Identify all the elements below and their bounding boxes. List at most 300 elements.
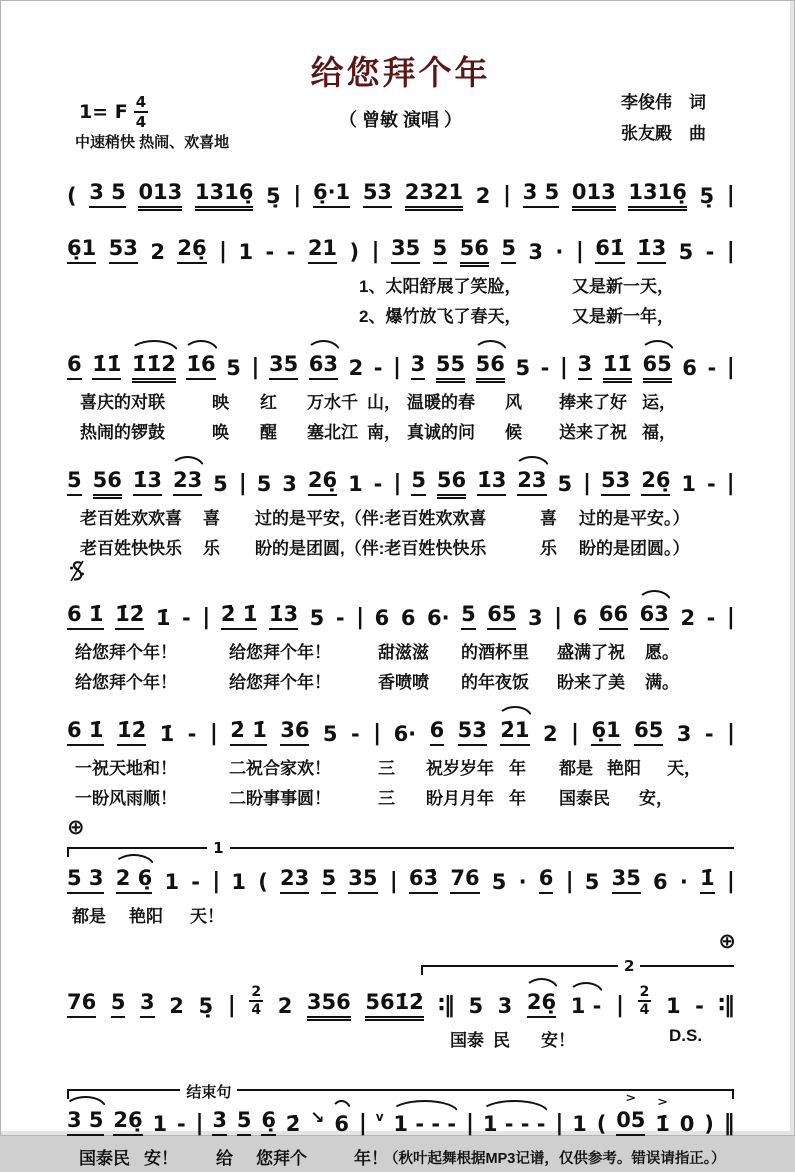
note-token: 6̣ (261, 1108, 276, 1136)
barline: | (726, 471, 734, 496)
note-token: 6 (430, 718, 445, 746)
lyric-segment: 候 (505, 423, 522, 442)
note-token: ( (67, 184, 77, 208)
transcriber-note: （秋叶起舞根据MP3记谱，仅供参考。错误请指正。） (384, 1151, 726, 1167)
note-token: - (187, 722, 197, 746)
note-token: 26̣ (641, 468, 670, 496)
note-token: 2 6̣ (116, 866, 153, 894)
note-token: 5 (433, 236, 448, 264)
note-token: 3 (282, 472, 297, 496)
lyric-segment: 盼来了美 (557, 673, 625, 692)
barline: | (726, 183, 734, 208)
barline: | (202, 605, 210, 630)
barline: | (227, 993, 235, 1018)
lyric-segment: 乐 (203, 539, 220, 558)
lyric-segment: 福， (642, 423, 676, 442)
note-token: 21 (308, 236, 337, 264)
note-token: 5 (111, 990, 126, 1018)
lyric-segment: 天！ (190, 907, 224, 926)
lyricist-credit: 李俊伟 词 (621, 93, 706, 112)
barline: | (209, 721, 217, 746)
note-token: 63 (640, 602, 669, 630)
note-token: 2 (680, 606, 696, 630)
lyric-line (67, 666, 734, 696)
note-token: 35 (612, 866, 641, 894)
lyric-segment: 捧来了好 (559, 393, 627, 412)
slur-arc (497, 706, 532, 719)
accent-mark: > (657, 1096, 669, 1109)
barline: | (195, 1111, 203, 1136)
note-token: - (706, 606, 716, 630)
sheet-header (67, 47, 734, 165)
note-token: - (350, 722, 360, 746)
lyric-segment: 盛满了祝 (557, 643, 625, 662)
note-token: · (679, 870, 688, 894)
note-token: 6̣·1 (313, 180, 350, 208)
note-token: 26̣ (527, 990, 556, 1018)
lyric-segment: 年 (509, 789, 526, 808)
note-token: 61̇ (595, 236, 624, 264)
note-token: 53 (109, 236, 138, 264)
bracket-line (67, 1084, 734, 1101)
note-token: 26̣ (177, 236, 206, 264)
note-token: 2̇ 1̇ (230, 718, 267, 746)
barline: | (583, 471, 591, 496)
note-token: 6̣1 (67, 236, 96, 264)
repeat-barline: ∶‖ (438, 993, 454, 1018)
note-token: 1 (238, 240, 254, 264)
note-token: 53 (601, 468, 630, 496)
note-token: 55 (436, 352, 465, 380)
note-token: 1̇ (155, 606, 171, 630)
barline: | (559, 355, 567, 380)
slur-arc (129, 340, 179, 353)
lyric-segment: 艳阳 (607, 759, 641, 778)
lyric-segment: 祝岁岁年 (426, 759, 494, 778)
barline: | (393, 471, 401, 496)
note-token: ( (258, 870, 268, 894)
barline: | (371, 239, 379, 264)
note-token: · (518, 870, 527, 894)
lyric-segment: 三 (378, 759, 395, 778)
lyric-line (67, 502, 734, 532)
note-token: 56 (437, 468, 466, 496)
lyric-segment: 国泰民 (559, 789, 610, 808)
note-token: 6 (67, 352, 82, 380)
note-token: 5 (584, 870, 600, 894)
note-token: 65 (643, 352, 672, 380)
note-token: 1̇1̇2̇ (132, 352, 176, 380)
lyric-segment: D.S. (669, 1026, 703, 1045)
music-system (67, 165, 734, 214)
lyric-segment: 年！ (354, 1149, 388, 1168)
barline: | (555, 1111, 563, 1136)
note-token: 3 5 (89, 180, 126, 208)
note-token: - (373, 472, 383, 496)
slur-arc (473, 340, 508, 353)
note-token: 76 (67, 990, 96, 1018)
note-token: - (706, 472, 716, 496)
lyric-segment: 安！ (144, 1149, 178, 1168)
time-signature-inline (638, 984, 652, 1018)
notation-line (67, 165, 734, 214)
music-system (67, 929, 736, 1054)
coda-icon: ⊕ (718, 929, 736, 953)
lyric-segment: 醒 (260, 423, 277, 442)
lyric-segment: 映 (212, 393, 229, 412)
barline: | (554, 605, 562, 630)
barline: | (389, 869, 397, 894)
lyric-segment: 二盼事事圆！ (229, 789, 331, 808)
lyric-line (67, 1142, 734, 1172)
slur-arc (514, 456, 549, 469)
segno-row (67, 569, 734, 587)
lyric-segment: 盼月月年 (426, 789, 494, 808)
lyric-segment: 国泰 (450, 1031, 484, 1050)
lyric-segment: 2、爆竹放飞了春天， (359, 307, 522, 326)
lyric-segment: 老百姓欢欢喜 (80, 509, 182, 528)
note-token: 1 - (571, 994, 602, 1018)
note-token: 5 (321, 866, 336, 894)
meter-denominator: 4 (251, 1002, 262, 1018)
note-token: 2̇ (285, 1112, 301, 1136)
note-token: 1̇3 (133, 468, 162, 496)
note-token: 1̇ > (655, 1096, 670, 1136)
note-token: 6̣1 (591, 718, 620, 746)
lyric-line (67, 386, 734, 416)
final-barline: ‖ (723, 1111, 734, 1136)
lyric-segment: 都是 (72, 907, 106, 926)
ending-bracket (67, 1061, 734, 1101)
note-token: 5 (256, 472, 272, 496)
note-token: 3 (411, 352, 426, 380)
note-token: 5 (237, 1108, 252, 1136)
barline: | (565, 869, 573, 894)
note-token: 56 (93, 468, 122, 496)
bracket-line (421, 957, 735, 975)
note-token: - (705, 240, 715, 264)
note-token: 1 (348, 472, 363, 496)
lyric-segment: 年 (509, 759, 526, 778)
note-token: - (286, 240, 296, 264)
music-system (67, 569, 734, 696)
note-token: 05 > (616, 1108, 645, 1136)
note-token: 3 (528, 606, 543, 630)
lyric-segment: 一祝天地和！ (75, 759, 177, 778)
note-token: 76 (450, 866, 479, 894)
note-token: 23 (173, 468, 202, 496)
note-token: 1316̣ (195, 180, 253, 208)
music-system (67, 453, 734, 562)
note-token: 1̇ (700, 866, 715, 894)
volta-label: 2 (618, 957, 640, 975)
lyric-segment: 愿。 (645, 643, 679, 662)
meter-denominator: 4 (135, 113, 147, 131)
barline: | (251, 355, 259, 380)
lyric-segment: 喜 (540, 509, 557, 528)
lyric-segment: 又是新一年， (572, 307, 674, 326)
lyric-segment: 给您拜个年！ (75, 673, 177, 692)
lyric-segment: 您拜个 (256, 1149, 307, 1168)
lyric-segment: 满。 (645, 673, 679, 692)
note-token: 3 (676, 722, 692, 746)
note-token: 1 (231, 870, 247, 894)
lyric-segment: 送来了祝 (559, 423, 627, 442)
lyric-segment: 真诚的问 (407, 423, 475, 442)
lyric-line (67, 636, 734, 666)
slur-arc (183, 340, 218, 353)
note-token: 36 (280, 718, 309, 746)
meter-numerator: 4 (135, 93, 147, 111)
music-system (67, 337, 734, 446)
lyric-segment: 一盼风雨顺！ (75, 789, 177, 808)
note-token: 1 (665, 994, 681, 1018)
barline: | (726, 721, 734, 746)
barline: | (726, 239, 734, 264)
note-token: 1̇3 (477, 468, 506, 496)
barline: | (293, 183, 301, 208)
note-token: 6· (393, 722, 417, 746)
lyric-line (67, 900, 734, 930)
note-token: 3 (140, 990, 155, 1018)
key-signature (79, 93, 148, 131)
slur-arc (64, 1096, 107, 1109)
meter-numerator: 2 (639, 984, 650, 1000)
composer-credit: 张友殿 曲 (621, 124, 706, 144)
notation-line (67, 587, 734, 636)
note-token: 5 (678, 240, 694, 264)
notation-line (67, 337, 734, 386)
lyric-line (67, 1024, 734, 1054)
note-token: 1̇2̇ (115, 602, 144, 630)
note-token: 1̇3 (637, 236, 666, 264)
note-token: 56 (476, 352, 505, 380)
note-token: 35 (348, 866, 377, 894)
note-token: ) (704, 1112, 714, 1136)
time-signature-inline (249, 984, 263, 1018)
note-token: - (540, 356, 550, 380)
note-token: - (265, 240, 275, 264)
note-token: 23 (517, 468, 546, 496)
ending-label: 结束句 (180, 1081, 237, 1102)
note-token: - (191, 870, 200, 894)
score-body (67, 165, 734, 1172)
lyric-segment: 南， (367, 423, 401, 442)
note-token: 5 (557, 472, 573, 496)
lyric-segment: 喜庆的对联 (80, 393, 165, 412)
note-token: 63̇ (409, 866, 438, 894)
note-token: 5 3 (67, 866, 104, 894)
lyric-segment: 二祝合家欢！ (229, 759, 331, 778)
segno-icon (69, 560, 85, 582)
note-token: 1 (572, 1112, 587, 1136)
music-system (67, 1061, 734, 1172)
note-token: 5̣ (266, 184, 281, 208)
note-token: 2 (169, 994, 184, 1018)
lyric-segment: 盼的是团圆,（伴:老百姓快快乐 (255, 539, 487, 558)
barline: | (726, 869, 734, 894)
lyric-segment: 温暖的春 (407, 393, 475, 412)
note-token: 63 (309, 352, 338, 380)
lyric-segment: 老百姓快快乐 (80, 539, 182, 558)
volta-bracket (67, 815, 734, 857)
note-token: 1 (681, 472, 697, 496)
note-token: 3 (578, 352, 593, 380)
lyric-segment: 给您拜个年！ (75, 643, 177, 662)
note-token: 3 (497, 994, 513, 1018)
note-token: 1̇3 (269, 602, 298, 630)
note-token: 2̇1 (500, 718, 529, 746)
note-token: 2̇ 1̇ (221, 602, 258, 630)
note-token: 5 (322, 722, 338, 746)
slur-arc (306, 340, 341, 353)
lyric-segment: 塞北江 (307, 423, 358, 442)
note-token: 3 (212, 1108, 227, 1136)
note-token: 53 (363, 180, 392, 208)
note-token: - (704, 722, 714, 746)
notation-line (67, 453, 734, 502)
note-token: 5 (67, 468, 82, 496)
barline: | (575, 239, 583, 264)
slur-arc (113, 854, 156, 867)
note-token: 0 (679, 1112, 695, 1136)
slur-arc (524, 978, 559, 991)
notation-line (67, 1093, 734, 1142)
note-token: 5 (226, 356, 241, 380)
note-token: 35 (391, 236, 420, 264)
lyric-segment: 风 (505, 393, 522, 412)
music-system (67, 815, 734, 930)
lyric-segment: 的年夜饭 (461, 673, 529, 692)
slur-arc (640, 340, 675, 353)
note-token: 6 1̇ (67, 718, 104, 746)
note-token: 65 (634, 718, 663, 746)
note-token: 35 (269, 352, 298, 380)
note-token: 2 (475, 184, 491, 208)
lyric-segment: 给您拜个年！ (229, 643, 331, 662)
notation-line (67, 969, 734, 1024)
note-token: 3 5 (523, 180, 560, 208)
lyric-segment: 安， (639, 789, 673, 808)
note-token: 013 (572, 180, 616, 208)
note-token: 1 - - - (483, 1112, 546, 1136)
note-token: 26̣ (113, 1108, 142, 1136)
note-token: 2 (348, 356, 364, 380)
note-token: 1 (152, 1112, 168, 1136)
note-token: 1̇2̇ (117, 718, 146, 746)
note-token: - (335, 606, 345, 630)
lyric-segment: 万水千 (307, 393, 358, 412)
lyric-segment: 民 (493, 1031, 510, 1050)
meter-denominator: 4 (639, 1002, 650, 1018)
note-token: - (182, 606, 191, 630)
lyric-segment: 都是 (559, 759, 593, 778)
note-token: 5 (213, 472, 228, 496)
lyric-segment: 热闹的锣鼓 (80, 423, 165, 442)
barline: | (219, 239, 227, 264)
segno-sign (69, 560, 85, 587)
note-token: 3 (528, 240, 543, 264)
note-token: 5 (468, 994, 484, 1018)
note-token: 2 (542, 722, 558, 746)
barline: | (465, 1111, 473, 1136)
note-token: 6 (334, 1112, 349, 1136)
note-token: 2 (150, 240, 165, 264)
volta-bracket (67, 929, 736, 975)
lyric-segment: 盼的是团圆。） (579, 539, 690, 558)
lyric-line (67, 532, 734, 562)
note-token: ) (349, 240, 360, 264)
lyric-segment: 三 (378, 789, 395, 808)
barline: | (356, 605, 364, 630)
barline: | (238, 471, 246, 496)
slur-arc (637, 590, 672, 603)
note-token: 56 (460, 236, 489, 264)
lyric-segment: 红 (260, 393, 277, 412)
slur-arc (480, 1100, 549, 1113)
lyric-segment: 1、太阳舒展了笑脸， (359, 277, 522, 296)
note-token: 5 (501, 236, 516, 264)
note-token: 2321 (405, 180, 463, 208)
time-signature (134, 93, 148, 131)
note-token: 6 (374, 606, 390, 630)
volta-label: 1 (207, 839, 229, 857)
slur-arc (170, 456, 205, 469)
lyric-segment: 国泰民 (79, 1149, 130, 1168)
barline: | (358, 1111, 366, 1136)
meter-numerator: 2 (251, 984, 262, 1000)
accent-mark: > (625, 1092, 637, 1105)
lyric-segment: 喜 (203, 509, 220, 528)
note-token: 6 (400, 606, 416, 630)
note-token: 5 (411, 468, 426, 496)
music-system (67, 221, 734, 330)
note-token: 6 (653, 870, 668, 894)
lyric-segment: 天， (667, 759, 701, 778)
note-token: 1̇1̇ (603, 352, 632, 380)
barline: | (373, 721, 381, 746)
lyric-line (67, 782, 734, 812)
lyric-line (67, 416, 734, 446)
lyric-segment: 甜滋滋 (378, 643, 429, 662)
note-token: · (555, 240, 564, 264)
note-token: - (695, 994, 704, 1018)
note-token: 66 (599, 602, 628, 630)
lyric-segment: 唤 (212, 423, 229, 442)
lyric-segment: 过的是平安,（伴:老百姓欢欢喜 (255, 509, 487, 528)
breath-mark: v (375, 1110, 384, 1124)
note-token: ( (596, 1112, 607, 1136)
note-token: 5 (309, 606, 325, 630)
note-token: - (373, 356, 383, 380)
note-token: 5̣ (699, 184, 715, 208)
coda-icon: ⊕ (67, 815, 85, 839)
note-token: 1316̣ (628, 180, 686, 208)
slur-arc (568, 982, 605, 995)
lyric-segment: 给 (216, 1149, 233, 1168)
notation-line (67, 703, 734, 752)
note-token: 5 (491, 870, 507, 894)
notation-line (67, 221, 734, 270)
barline: | (615, 993, 623, 1018)
barline: | (503, 183, 511, 208)
note-token: 26̣ (308, 468, 337, 496)
note-token: 6 (572, 606, 588, 630)
slur-arc (331, 1100, 352, 1113)
note-token: 3 5 (67, 1108, 104, 1136)
note-token: 23 (280, 866, 309, 894)
lyric-segment: 过的是平安。） (579, 509, 690, 528)
